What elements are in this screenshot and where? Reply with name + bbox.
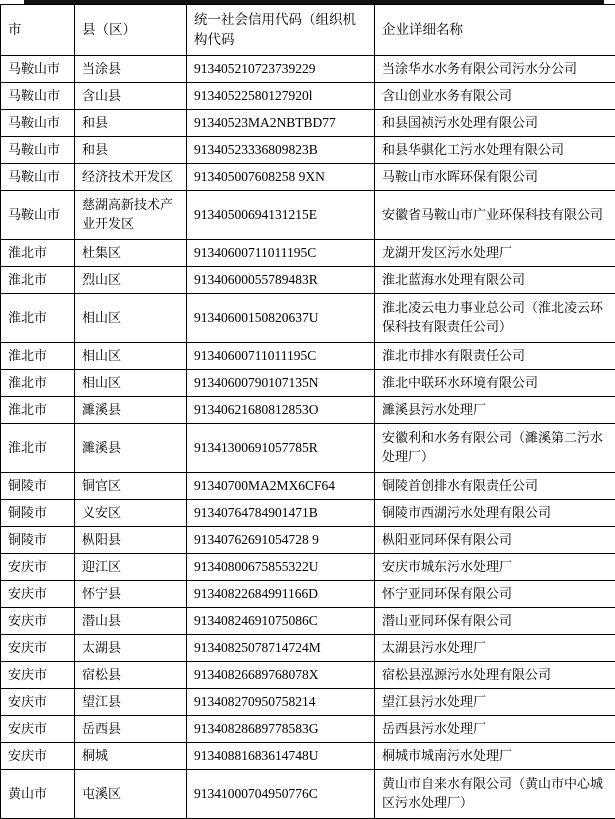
table-row (1, 473, 615, 500)
cell-county: 濉溪县 (75, 424, 187, 473)
cell-city: 马鞍山市 (1, 83, 75, 110)
cell-city: 安庆市 (1, 554, 75, 581)
cell-county: 潜山县 (75, 608, 187, 635)
enterprise-table (0, 4, 615, 819)
cell-city: 铜陵市 (1, 473, 75, 500)
cell-credit-code: 91340621680812853O (187, 397, 375, 424)
cell-credit-code: 91340523336809823B (187, 137, 375, 164)
cell-county: 桐城 (75, 743, 187, 770)
cell-enterprise-name: 铜陵市西湖污水处理有限公司 (375, 500, 615, 527)
table-row (1, 83, 615, 110)
cell-city: 安庆市 (1, 608, 75, 635)
cell-enterprise-name: 桐城市城南污水处理厂 (375, 743, 615, 770)
cell-credit-code: 91340881683614748U (187, 743, 375, 770)
table-row (1, 56, 615, 83)
cell-enterprise-name: 和县华骐化工污水处理有限公司 (375, 137, 615, 164)
cell-county: 义安区 (75, 500, 187, 527)
cell-enterprise-name: 安徽省马鞍山市广业环保科技有限公司 (375, 191, 615, 240)
table-row (1, 500, 615, 527)
cell-county: 迎江区 (75, 554, 187, 581)
cell-county: 含山县 (75, 83, 187, 110)
cell-county: 望江县 (75, 689, 187, 716)
cell-city: 安庆市 (1, 635, 75, 662)
cell-county: 烈山区 (75, 267, 187, 294)
cell-county: 和县 (75, 137, 187, 164)
cell-city: 马鞍山市 (1, 110, 75, 137)
cell-county: 和县 (75, 110, 187, 137)
cell-credit-code: 91340522580127920l (187, 83, 375, 110)
cell-city: 淮北市 (1, 397, 75, 424)
cell-enterprise-name: 怀宁亚同环保有限公司 (375, 581, 615, 608)
cell-county: 铜官区 (75, 473, 187, 500)
cell-city: 淮北市 (1, 240, 75, 267)
cell-enterprise-name: 铜陵首创排水有限责任公司 (375, 473, 615, 500)
table-row (1, 689, 615, 716)
cell-city: 淮北市 (1, 424, 75, 473)
cell-enterprise-name: 安徽利和水务有限公司（濉溪第二污水处理厂） (375, 424, 615, 473)
cell-credit-code: 91340822684991166D (187, 581, 375, 608)
table-row (1, 137, 615, 164)
cell-credit-code: 91340828689778583G (187, 716, 375, 743)
cell-enterprise-name: 和县国祯污水处理有限公司 (375, 110, 615, 137)
cell-credit-code: 91340826689768078X (187, 662, 375, 689)
cell-enterprise-name: 宿松县泓源污水处理有限公司 (375, 662, 615, 689)
table-row (1, 191, 615, 240)
table-row (1, 635, 615, 662)
cell-credit-code: 91340800675855322U (187, 554, 375, 581)
table-body (1, 56, 615, 819)
cell-credit-code: 91340764784901471B (187, 500, 375, 527)
cell-enterprise-name: 潜山亚同环保有限公司 (375, 608, 615, 635)
cell-county: 濉溪县 (75, 397, 187, 424)
cell-enterprise-name: 当涂华水水务有限公司污水分公司 (375, 56, 615, 83)
cell-city: 安庆市 (1, 581, 75, 608)
cell-credit-code: 91341300691057785R (187, 424, 375, 473)
cell-enterprise-name: 安庆市城东污水处理厂 (375, 554, 615, 581)
cell-county: 相山区 (75, 343, 187, 370)
cell-county: 当涂县 (75, 56, 187, 83)
cell-credit-code: 91340600711011195C (187, 240, 375, 267)
table-row (1, 370, 615, 397)
cell-enterprise-name: 龙湖开发区污水处理厂 (375, 240, 615, 267)
table-row (1, 608, 615, 635)
cell-credit-code: 91340523MA2NBTBD77 (187, 110, 375, 137)
cell-credit-code: 91340600711011195C (187, 343, 375, 370)
table-row (1, 662, 615, 689)
cell-enterprise-name: 淮北市排水有限责任公司 (375, 343, 615, 370)
cell-city: 安庆市 (1, 689, 75, 716)
cell-city: 淮北市 (1, 370, 75, 397)
cell-enterprise-name: 濉溪县污水处理厂 (375, 397, 615, 424)
cell-enterprise-name: 马鞍山市水晖环保有限公司 (375, 164, 615, 191)
cell-enterprise-name: 岳西县污水处理厂 (375, 716, 615, 743)
cell-credit-code: 91340600790107135N (187, 370, 375, 397)
cell-enterprise-name: 太湖县污水处理厂 (375, 635, 615, 662)
column-header-enterprise-name: 企业详细名称 (375, 5, 615, 56)
cell-city: 马鞍山市 (1, 56, 75, 83)
table-header (1, 5, 615, 56)
cell-city: 铜陵市 (1, 527, 75, 554)
table-row (1, 581, 615, 608)
column-header-credit-code: 统一社会信用代码（组织机构代码 (187, 5, 375, 56)
cell-city: 马鞍山市 (1, 191, 75, 240)
cell-enterprise-name: 淮北蓝海水处理有限公司 (375, 267, 615, 294)
cell-county: 岳西县 (75, 716, 187, 743)
cell-enterprise-name: 含山创业水务有限公司 (375, 83, 615, 110)
cell-city: 安庆市 (1, 743, 75, 770)
cell-city: 安庆市 (1, 662, 75, 689)
cell-credit-code: 913408270950758214 (187, 689, 375, 716)
cell-city: 淮北市 (1, 294, 75, 343)
cell-city: 铜陵市 (1, 500, 75, 527)
column-header-city: 市 (1, 5, 75, 56)
cell-city: 淮北市 (1, 267, 75, 294)
cell-credit-code: 91340500694131215E (187, 191, 375, 240)
table-row (1, 770, 615, 819)
table-header-row (1, 5, 615, 56)
cell-city: 淮北市 (1, 343, 75, 370)
cell-county: 枞阳县 (75, 527, 187, 554)
column-header-county: 县（区） (75, 5, 187, 56)
cell-city: 马鞍山市 (1, 137, 75, 164)
cell-credit-code: 913405210723739229 (187, 56, 375, 83)
cell-credit-code: 91340762691054728 9 (187, 527, 375, 554)
cell-credit-code: 91341000704950776C (187, 770, 375, 819)
table-row (1, 397, 615, 424)
table-row (1, 267, 615, 294)
cell-credit-code: 91340824691075086C (187, 608, 375, 635)
cell-county: 相山区 (75, 294, 187, 343)
cell-city: 黄山市 (1, 770, 75, 819)
cell-enterprise-name: 淮北中联环水环境有限公司 (375, 370, 615, 397)
cell-credit-code: 91340600055789483R (187, 267, 375, 294)
cell-enterprise-name: 淮北凌云电力事业总公司（淮北凌云环保科技有限责任公司） (375, 294, 615, 343)
cell-enterprise-name: 望江县污水处理厂 (375, 689, 615, 716)
cell-county: 怀宁县 (75, 581, 187, 608)
table-row (1, 527, 615, 554)
cell-county: 屯溪区 (75, 770, 187, 819)
table-row (1, 240, 615, 267)
cell-credit-code: 91340825078714724M (187, 635, 375, 662)
cell-credit-code: 91340600150820637U (187, 294, 375, 343)
cell-county: 相山区 (75, 370, 187, 397)
table-row (1, 424, 615, 473)
cell-county: 慈湖高新技术产业开发区 (75, 191, 187, 240)
cell-county: 经济技术开发区 (75, 164, 187, 191)
cell-enterprise-name: 黄山市自来水有限公司（黄山市中心城区污水处理厂） (375, 770, 615, 819)
table-row (1, 164, 615, 191)
table-row (1, 343, 615, 370)
cell-county: 杜集区 (75, 240, 187, 267)
cell-credit-code: 91340700MA2MX6CF64 (187, 473, 375, 500)
cell-county: 太湖县 (75, 635, 187, 662)
table-row (1, 554, 615, 581)
cell-county: 宿松县 (75, 662, 187, 689)
table-row (1, 743, 615, 770)
cell-credit-code: 913405007608258 9XN (187, 164, 375, 191)
cell-city: 安庆市 (1, 716, 75, 743)
table-row (1, 716, 615, 743)
cell-city: 马鞍山市 (1, 164, 75, 191)
table-row (1, 110, 615, 137)
cell-enterprise-name: 枞阳亚同环保有限公司 (375, 527, 615, 554)
table-row (1, 294, 615, 343)
